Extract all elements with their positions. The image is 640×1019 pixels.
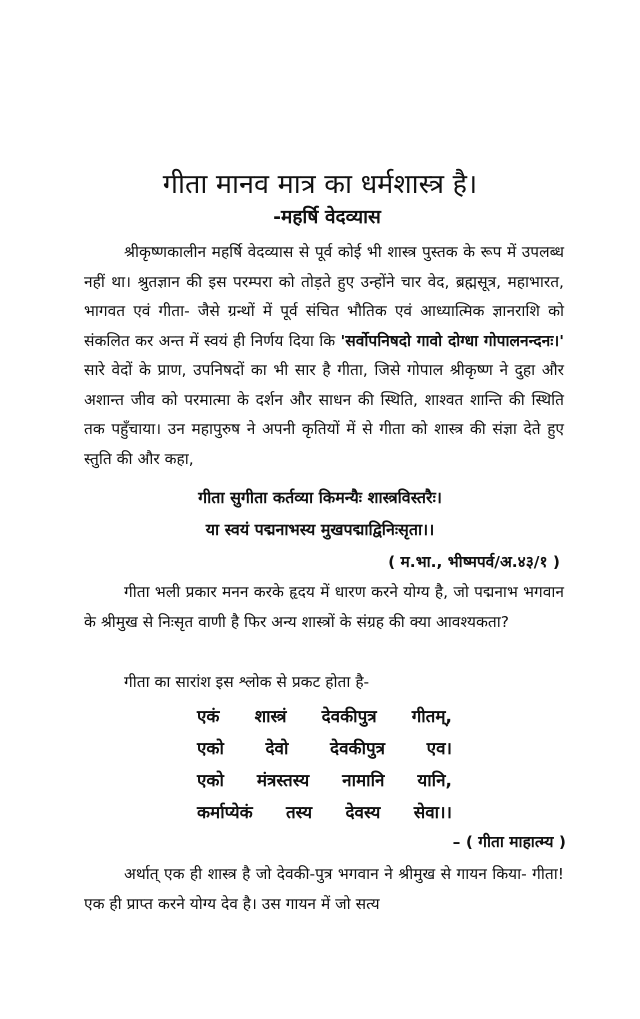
fourth-paragraph: [84, 860, 564, 919]
shloka-word: कर्माप्येकं: [197, 803, 253, 823]
citation-gita-mahatmya: – ( गीता माहात्म्य ): [452, 833, 566, 851]
shloka-line-4: [197, 798, 452, 828]
intro-paragraph: [84, 238, 564, 474]
intro-text: श्रीकृष्णकालीन महर्षि वेदव्यास से पूर्व कोई भी शास्त्र पुस्तक के रूप में उपलब्ध नहीं था। श्रुतज्ञान की इस परम्परा को तोड़ते हुए उन्होंने चार वेद, ब्रह्मसूत्र, महाभारत, भागवत एवं गीता- जैसे ग्रन्थों में पूर्व संचित भौतिक एवं आध्यात्मिक ज्ञानराशि को संकलित कर अन्त में स्वयं ही निर्णय दिया कि: [84, 243, 564, 350]
shloka-word: देवकीपुत्र: [321, 707, 377, 727]
shloka-word: शास्त्रं: [254, 707, 287, 727]
shloka-word: तस्य: [285, 803, 313, 823]
intro-text-continued: सारे वेदों के प्राण, उपनिषदों का भी सार है गीता, जिसे गोपाल श्रीकृष्ण ने दुहा और अशान्त जीव को परमात्मा के दर्शन और साधन की स्थिति, शाश्वत शान्ति की स्थिति तक पहुँचाया। उन महापुरुष ने अपनी कृतियों में से गीता को शास्त्र की संज्ञा देते हुए स्तुति की और कहा,: [84, 361, 564, 468]
second-paragraph: [84, 578, 564, 637]
shloka-word: देवकीपुत्र: [330, 739, 386, 759]
page-title: गीता मानव मात्र का धर्मशास्त्र है।: [162, 169, 478, 200]
second-paragraph-text: गीता भली प्रकार मनन करके हृदय में धारण करने योग्य है, जो पद्मनाभ भगवान के श्रीमुख से निःसृत वाणी है फिर अन्य शास्त्रों के संग्रह की क्या आवश्यकता?: [84, 583, 564, 631]
third-paragraph: [84, 668, 564, 698]
shloka-word: एव।: [426, 739, 452, 759]
shloka-line-1: [197, 702, 452, 732]
shloka-line-3: [197, 766, 452, 796]
shloka-word: एको: [197, 771, 224, 791]
third-paragraph-text: गीता का सारांश इस श्लोक से प्रकट होता है-: [124, 673, 370, 691]
upanishad-quote: 'सर्वोपनिषदो गावो दोग्धा गोपालनन्दनः।': [340, 331, 564, 350]
shloka-word: गीतम्,: [411, 707, 452, 727]
fourth-paragraph-text: अर्थात् एक ही शास्त्र है जो देवकी-पुत्र भगवान ने श्रीमुख से गायन किया- गीता! एक ही प्राप्त करने योग्य देव है। उस गायन में जो सत्य: [84, 865, 564, 913]
verse-line-2: या स्वयं पद्मनाभस्य मुखपद्माद्विनिःसृता।।: [205, 520, 435, 539]
citation-mahabharata: ( म.भा., भीष्मपर्व/अ.४३/१ ): [388, 553, 560, 571]
shloka-word: यानि,: [417, 771, 452, 791]
shloka-word: एको: [197, 739, 224, 759]
shloka-word: नामानि: [342, 771, 385, 791]
shloka-word: देवो: [265, 739, 289, 759]
shloka-line-2: [197, 734, 452, 764]
shloka-word: देवस्य: [345, 803, 381, 823]
shloka-word: एकं: [197, 707, 220, 727]
shloka-word: मंत्रस्तस्य: [256, 771, 310, 791]
verse-line-1: गीता सुगीता कर्तव्या किमन्यैः शास्त्रविस्तरैः।: [198, 488, 442, 507]
shloka-word: सेवा।।: [413, 803, 452, 823]
author-attribution: -महर्षि वेदव्यास: [273, 206, 381, 228]
